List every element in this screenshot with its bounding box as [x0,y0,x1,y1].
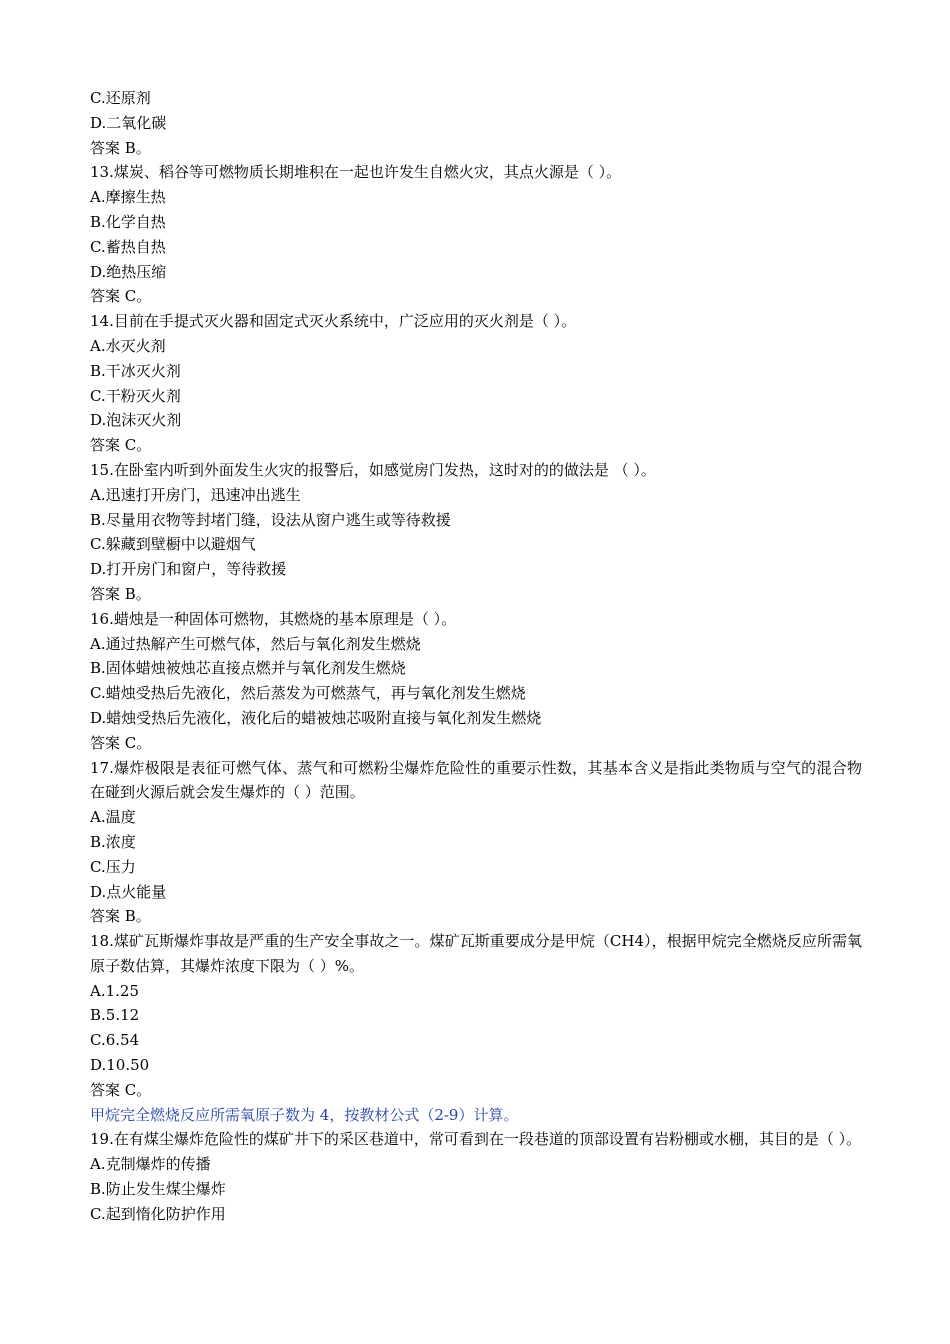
document-page [90,86,862,1227]
option-c-q18: C.6.54 [90,1031,140,1050]
answer-q12: 答案 B。 [90,138,151,157]
question-19: 19.在有煤尘爆炸危险性的煤矿井下的采区巷道中，常可看到在一段巷道的顶部设置有岩粉棚或水棚，其目的是（ ）。 [90,1130,862,1149]
question-18: 18.煤矿瓦斯爆炸事故是严重的生产安全事故之一。煤矿瓦斯重要成分是甲烷（CH4），根据甲烷完全燃烧反应所需氧原子数估算，其爆炸浓度下限为（ ）%。 [90,932,862,975]
option-d-q18: D.10.50 [90,1056,150,1075]
question-13: 13.煤炭、稻谷等可燃物质长期堆积在一起也许发生自燃火灾，其点火源是（ ）。 [90,163,622,182]
option-b-q13: B.化学自热 [90,212,166,231]
answer-q16: 答案 C。 [90,733,152,752]
option-c-q15: C.躲藏到壁橱中以避烟气 [90,535,256,554]
option-c-q19: C.起到惰化防护作用 [90,1204,226,1223]
question-14: 14.目前在手提式灭火器和固定式灭火系统中，广泛应用的灭火剂是（ ）。 [90,312,577,331]
option-c-q13: C.蓄热自热 [90,237,166,256]
question-17: 17.爆炸极限是表征可燃气体、蒸气和可燃粉尘爆炸危险性的重要示性数，其基本含义是指此类物质与空气的混合物在碰到火源后就会发生爆炸的（ ）范围。 [90,758,862,802]
question-16: 16.蜡烛是一种固体可燃物，其燃烧的基本原理是（ ）。 [90,609,457,628]
option-a-q15: A.迅速打开房门，迅速冲出逃生 [90,485,301,504]
option-d-q15: D.打开房门和窗户，等待救援 [90,560,287,579]
option-c-q14: C.干粉灭火剂 [90,386,181,405]
question-15: 15.在卧室内听到外面发生火灾的报警后，如感觉房门发热，这时对的的做法是 （ ）。 [90,460,656,479]
option-b-q17: B.浓度 [90,832,136,851]
option-a-q17: A.温度 [90,808,136,827]
option-d-q17: D.点火能量 [90,882,167,901]
answer-q14: 答案 C。 [90,436,152,455]
option-b-q14: B.干冰灭火剂 [90,361,181,380]
option-d-q12: D.二氧化碳 [90,113,167,132]
answer-q18: 答案 C。 [90,1080,152,1099]
option-b-q16: B.固体蜡烛被烛芯直接点燃并与氧化剂发生燃烧 [90,659,406,678]
explanation-q18: 甲烷完全燃烧反应所需氧原子数为 4，按教材公式（2-9）计算。 [90,1105,519,1124]
answer-q15: 答案 B。 [90,584,151,603]
option-b-q18: B.5.12 [90,1006,140,1025]
option-a-q18: A.1.25 [90,981,139,1000]
option-a-q14: A.水灭火剂 [90,336,166,355]
option-c-q16: C.蜡烛受热后先液化，然后蒸发为可燃蒸气，再与氧化剂发生燃烧 [90,684,526,703]
option-b-q15: B.尽量用衣物等封堵门缝，设法从窗户逃生或等待救援 [90,510,451,529]
option-c-q17: C.压力 [90,857,136,876]
option-b-q19: B.防止发生煤尘爆炸 [90,1180,226,1199]
answer-q13: 答案 C。 [90,287,152,306]
option-d-q16: D.蜡烛受热后先液化，液化后的蜡被烛芯吸附直接与氧化剂发生燃烧 [90,708,542,727]
option-c-q12: C.还原剂 [90,89,151,107]
option-a-q13: A.摩擦生热 [90,188,166,207]
option-d-q13: D.绝热压缩 [90,262,167,281]
option-a-q19: A.克制爆炸的传播 [90,1155,211,1174]
option-a-q16: A.通过热解产生可燃气体，然后与氧化剂发生燃烧 [90,634,421,653]
answer-q17: 答案 B。 [90,907,151,926]
option-d-q14: D.泡沫灭火剂 [90,411,182,430]
